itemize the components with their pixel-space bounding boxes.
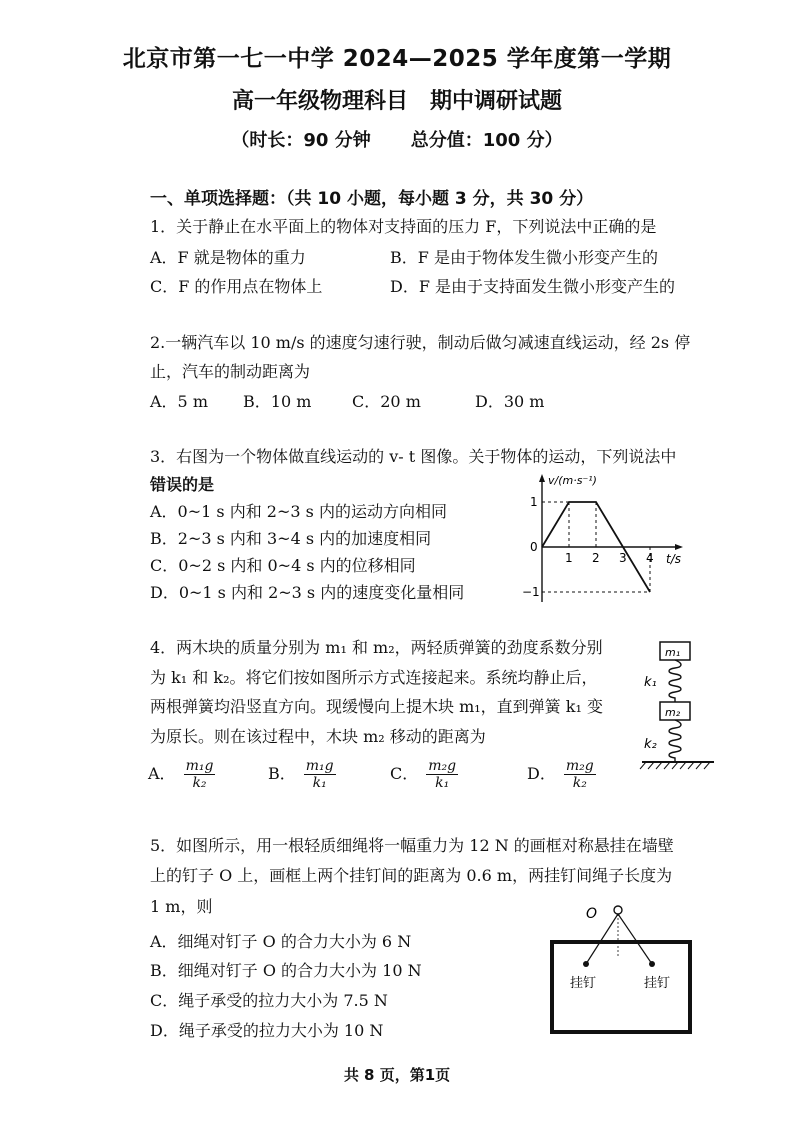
exam-duration: （时长：90 分钟 xyxy=(231,130,371,151)
q5-option-c: C．绳子承受的拉力大小为 7.5 N xyxy=(150,991,388,1010)
peg-right xyxy=(649,961,655,967)
vt-ylabel: v/(m·s⁻¹) xyxy=(548,474,597,487)
page-footer: 共 8 页，第1页 xyxy=(343,1066,451,1084)
q4-option-b-numerator: m₁g xyxy=(305,758,334,774)
q2-option-b: B．10 m xyxy=(243,392,312,411)
q4-option-a-numerator: m₁g xyxy=(185,758,214,774)
spring-k2 xyxy=(669,720,681,762)
q4-stem-line1: 4．两木块的质量分别为 m₁ 和 m₂，两轻质弹簧的劲度系数分别 xyxy=(150,638,603,657)
q2-option-d: D．30 m xyxy=(475,392,545,411)
exam-total-score: 总分值：100 分） xyxy=(410,130,563,151)
q4-option-a-denominator: k₂ xyxy=(192,775,207,791)
q4-option-a-label: A． xyxy=(148,764,176,783)
spring-k1 xyxy=(669,660,681,702)
q5-stem-line2: 上的钉子 O 上，画框上两个挂钉间的距离为 0.6 m，两挂钉间绳子长度为 xyxy=(150,866,673,885)
q4-option-d-label: D． xyxy=(527,764,556,783)
q1-option-c: C．F 的作用点在物体上 xyxy=(150,277,323,296)
q4-option-c-denominator: k₁ xyxy=(435,775,450,791)
q3-option-c: C．0~2 s 内和 0~4 s 内的位移相同 xyxy=(150,556,416,575)
nail-o xyxy=(614,906,622,914)
q4-option-d-numerator: m₂g xyxy=(565,758,594,774)
q4-option-c xyxy=(390,758,458,791)
vt-graph xyxy=(520,470,690,610)
q4-option-b-denominator: k₁ xyxy=(312,775,327,791)
exam-title: 北京市第一七一中学 2024—2025 学年度第一学期 xyxy=(122,46,672,72)
block-m2-label: m₂ xyxy=(665,706,681,719)
peg-left xyxy=(583,961,589,967)
q3-option-b: B．2~3 s 内和 3~4 s 内的加速度相同 xyxy=(150,529,432,548)
q4-stem-line4: 为原长。则在该过程中，木块 m₂ 移动的距离为 xyxy=(150,727,486,746)
q1-option-d: D．F 是由于支持面发生微小形变产生的 xyxy=(390,277,676,296)
q4-option-b-fraction xyxy=(304,758,336,791)
spring-k1-label: k₁ xyxy=(644,675,657,690)
q3-option-d: D．0~1 s 内和 2~3 s 内的速度变化量相同 xyxy=(150,583,465,602)
q1-option-b: B．F 是由于物体发生微小形变产生的 xyxy=(390,248,658,267)
q4-option-c-numerator: m₂g xyxy=(428,758,457,774)
q5-option-b: B．细绳对钉子 O 的合力大小为 10 N xyxy=(150,961,422,980)
q1-option-a: A．F 就是物体的重力 xyxy=(150,248,306,267)
q4-option-d xyxy=(527,758,596,791)
q4-option-a xyxy=(148,758,215,791)
vt-tick-t4: 4 xyxy=(646,551,654,565)
q1-stem: 1．关于静止在水平面上的物体对支持面的压力 F，下列说法中正确的是 xyxy=(150,217,657,236)
nail-o-label: O xyxy=(586,906,598,922)
vt-tick-t1: 1 xyxy=(565,551,573,565)
vt-tick-yneg1: −1 xyxy=(522,585,540,599)
q4-option-a-fraction xyxy=(184,758,216,791)
section-title: 一、单项选择题：（共 10 小题，每小题 3 分，共 30 分） xyxy=(150,189,594,209)
q4-option-c-fraction xyxy=(426,758,458,791)
vt-tick-t3: 3 xyxy=(619,551,627,565)
q5-option-d: D．绳子承受的拉力大小为 10 N xyxy=(150,1021,384,1040)
q4-option-b xyxy=(268,758,336,791)
block-m1-label: m₁ xyxy=(665,646,681,659)
q4-stem-line2: 为 k₁ 和 k₂。将它们按如图所示方式连接起来。系统均静止后， xyxy=(150,668,598,687)
exam-subtitle: 高一年级物理科目 期中调研试题 xyxy=(231,89,562,114)
vt-x-arrow xyxy=(675,544,683,550)
peg-right-label: 挂钉 xyxy=(644,976,671,991)
exam-meta xyxy=(0,126,794,152)
q3-option-a: A．0~1 s 内和 2~3 s 内的运动方向相同 xyxy=(150,502,447,521)
spring-k2-label: k₂ xyxy=(644,737,657,752)
ground-hatch xyxy=(640,762,710,769)
q5-stem-line1: 5．如图所示，用一根轻质细绳将一幅重力为 12 N 的画框对称悬挂在墙壁 xyxy=(150,836,674,855)
q5-stem-line3: 1 m，则 xyxy=(150,897,213,916)
q4-stem-line3: 两根弹簧均沿竖直方向。现缓慢向上提木块 m₁，直到弹簧 k₁ 变 xyxy=(150,697,603,716)
frame-figure xyxy=(540,898,700,1038)
vt-y-arrow xyxy=(539,474,545,482)
q3-stem-line2: 错误的是 xyxy=(150,475,215,494)
q5-option-a: A．细绳对钉子 O 的合力大小为 6 N xyxy=(150,932,412,951)
vt-xlabel: t/s xyxy=(666,552,681,566)
q2-stem-line1: 2.一辆汽车以 10 m/s 的速度匀速行驶，制动后做匀减速直线运动，经 2s 停 xyxy=(150,333,691,352)
q4-option-b-label: B． xyxy=(268,764,296,783)
vt-tick-t2: 2 xyxy=(592,551,600,565)
q3-stem-line1: 3．右图为一个物体做直线运动的 v- t 图像。关于物体的运动，下列说法中 xyxy=(150,447,677,466)
vt-tick-y0: 0 xyxy=(530,540,538,554)
q4-option-d-fraction xyxy=(564,758,596,791)
q2-stem-line2: 止，汽车的制动距离为 xyxy=(150,362,311,381)
spring-figure xyxy=(638,636,718,772)
string-right xyxy=(618,914,652,964)
q4-option-d-denominator: k₂ xyxy=(572,775,587,791)
peg-left-label: 挂钉 xyxy=(570,976,597,991)
vt-tick-y1: 1 xyxy=(530,495,538,509)
q2-option-a: A．5 m xyxy=(150,392,208,411)
q4-option-c-label: C． xyxy=(390,764,419,783)
q2-option-c: C．20 m xyxy=(352,392,421,411)
